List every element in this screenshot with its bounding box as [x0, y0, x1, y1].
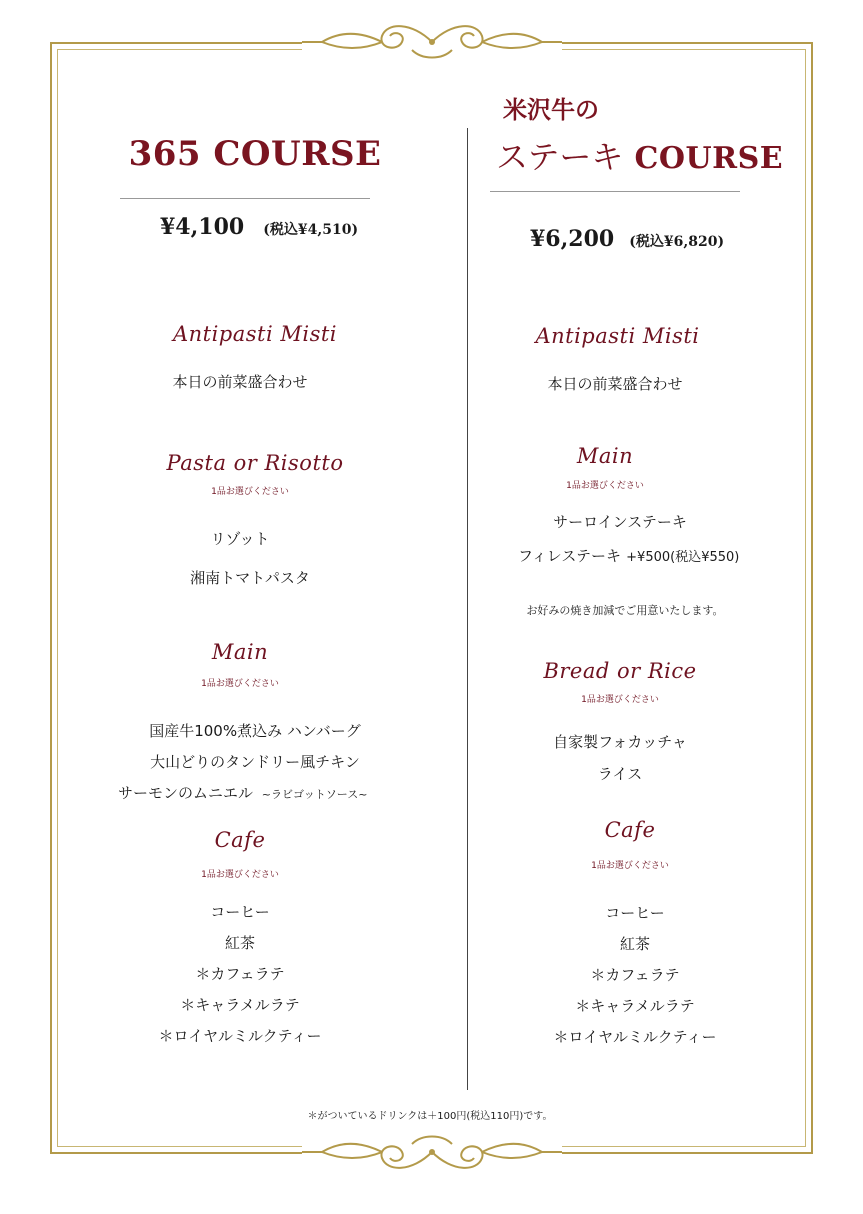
left-cafe-item: ＊キャラメルラテ: [180, 996, 300, 1014]
right-title-rule: [490, 191, 740, 192]
right-price-tax: (税込¥6,820): [629, 234, 725, 250]
left-price-tax: (税込¥4,510): [263, 222, 359, 238]
right-main-title: Main: [576, 444, 634, 468]
left-main-item-name: サーモンのムニエル: [118, 784, 254, 802]
right-course-title: [496, 132, 783, 178]
left-course-title: 365 COURSE: [128, 134, 382, 174]
right-bread-title: Bread or Rice: [543, 659, 697, 683]
left-pasta-item: リゾット: [210, 530, 270, 548]
left-main-item: [118, 782, 428, 803]
left-antipasti-item: 本日の前菜盛合わせ: [172, 373, 308, 391]
right-cafe-title: Cafe: [604, 818, 656, 842]
right-main-item-upcharge: +¥500(税込¥550): [626, 550, 740, 565]
left-main-item-sauce: ~ラビゴットソース~: [261, 788, 368, 801]
left-cafe-item: ＊ロイヤルミルクティー: [158, 1027, 322, 1045]
left-pasta-item: 湘南トマトパスタ: [190, 569, 310, 587]
right-bread-note: 1品お選びください: [581, 695, 659, 705]
left-price: ¥4,100: [160, 214, 245, 240]
left-title-rule: [120, 198, 370, 199]
left-main-item: 国産牛100%煮込み ハンバーグ: [149, 722, 361, 740]
right-cafe-item: ＊ロイヤルミルクティー: [553, 1028, 717, 1046]
right-cafe-item: ＊カフェラテ: [590, 966, 680, 984]
left-pasta-note: 1品お選びください: [211, 487, 289, 497]
bottom-ornament: [302, 1130, 562, 1174]
column-divider: [467, 128, 468, 1090]
left-cafe-title: Cafe: [214, 828, 266, 852]
left-main-title: Main: [211, 640, 269, 664]
right-main-item-name: フィレステーキ: [518, 547, 622, 565]
right-main-item: サーロインステーキ: [553, 513, 687, 531]
right-main-item: [518, 545, 739, 566]
right-cafe-item: コーヒー: [605, 904, 665, 922]
right-cafe-note: 1品お選びください: [591, 861, 669, 871]
right-main-note: 1品お選びください: [566, 481, 644, 491]
top-ornament: [302, 20, 562, 64]
left-cafe-item: コーヒー: [210, 903, 270, 921]
right-bread-item: ライス: [597, 765, 643, 783]
right-course-title-line1: 米沢牛の: [503, 96, 599, 124]
right-cafe-item: ＊キャラメルラテ: [575, 997, 695, 1015]
right-antipasti-item: 本日の前菜盛合わせ: [547, 375, 683, 393]
right-main-extra: お好みの焼き加減でご用意いたします。: [526, 604, 724, 617]
right-course-title-en: COURSE: [634, 141, 784, 176]
right-course-title-jp: ステーキ: [496, 138, 624, 176]
left-main-note: 1品お選びください: [201, 679, 279, 689]
right-price: ¥6,200: [530, 226, 615, 252]
right-price-block: [530, 226, 724, 252]
right-antipasti-title: Antipasti Misti: [535, 324, 700, 348]
left-cafe-item: ＊カフェラテ: [195, 965, 285, 983]
footer-note: ＊がついているドリンクは＋100円(税込110円)です。: [307, 1111, 553, 1122]
left-pasta-title: Pasta or Risotto: [166, 451, 344, 475]
right-bread-item: 自家製フォカッチャ: [553, 733, 687, 751]
left-cafe-note: 1品お選びください: [201, 870, 279, 880]
right-cafe-item: 紅茶: [619, 935, 650, 953]
left-cafe-item: 紅茶: [224, 934, 255, 952]
left-price-block: [160, 214, 358, 240]
left-antipasti-title: Antipasti Misti: [172, 322, 338, 346]
left-main-item: 大山どりのタンドリー風チキン: [150, 753, 360, 771]
